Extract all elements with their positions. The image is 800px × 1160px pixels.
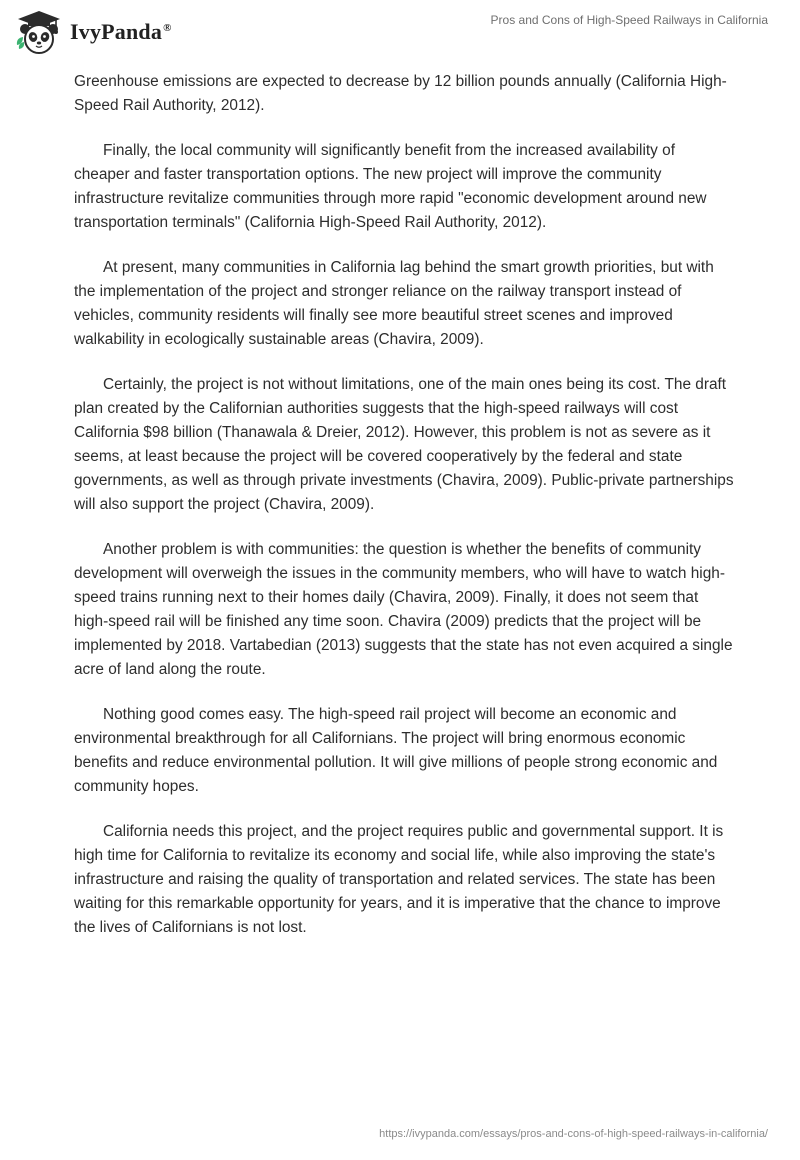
source-url-link[interactable]: https://ivypanda.com/essays/pros-and-cons-of-high-speed-railways-in-california/ bbox=[379, 1128, 768, 1140]
paragraph-4: Certainly, the project is not without limitations, one of the main ones being its cost. The draft plan created by the Californian authorities suggests that the high-speed railways will cost California $98 billion (Thanawala & Dreier, 2012). However, this problem is not as severe as it seems, at least because the project will be covered cooperatively by the federal and state governments, as well as through private investments (Chavira, 2009). Public-private partnerships will also support the project (Chavira, 2009). bbox=[74, 376, 734, 513]
paragraph-5: Another problem is with communities: the question is whether the benefits of community development will overweigh the issues in the community members, who will have to watch high-speed trains running next to their homes daily (Chavira, 2009). Finally, it does not seem that high-speed rail will be finished any time soon. Chavira (2009) predicts that the project will be implemented by 2018. Vartabedian (2013) suggests that the state has not even acquired a single acre of land along the route. bbox=[74, 541, 733, 678]
document-title: Pros and Cons of High-Speed Railways in California bbox=[490, 13, 768, 27]
panda-graduate-icon bbox=[14, 9, 64, 55]
paragraph-1: Greenhouse emissions are expected to decrease by 12 billion pounds annually (California High-Speed Rail Authority, 2012). bbox=[74, 73, 727, 114]
paragraph-3: At present, many communities in California lag behind the smart growth priorities, but with the implementation of the project and stronger reliance on the railway transport instead of vehicles, community residents will finally see more beautiful street scenes and improved walkability in ecologically sustainable areas (Chavira, 2009). bbox=[74, 259, 714, 348]
registered-mark: ® bbox=[163, 21, 172, 34]
paragraph-7: California needs this project, and the project requires public and governmental support. It is high time for California to revitalize its economy and social life, while also improving the state's infrastructure and raising the quality of transportation and related services. The state has been waiting for this remarkable opportunity for years, and it is imperative that the chance to improve the lives of Californians is not lost. bbox=[74, 823, 724, 936]
paragraph-2: Finally, the local community will significantly benefit from the increased availability of cheaper and faster transportation options. The new project will improve the community infrastructure revitalize communities through more rapid "economic development around new transportation terminals" (California High-Speed Rail Authority, 2012). bbox=[74, 142, 707, 231]
brand-name: IvyPanda® bbox=[70, 19, 172, 44]
paragraph-6: Nothing good comes easy. The high-speed rail project will become an economic and environmental breakthrough for all Californians. The project will bring enormous economic benefits and reduce environmental pollution. It will give millions of people strong economic and community hopes. bbox=[74, 706, 718, 795]
ivypanda-logo[interactable] bbox=[14, 8, 172, 56]
page-header bbox=[0, 0, 800, 64]
essay-body bbox=[74, 70, 734, 961]
